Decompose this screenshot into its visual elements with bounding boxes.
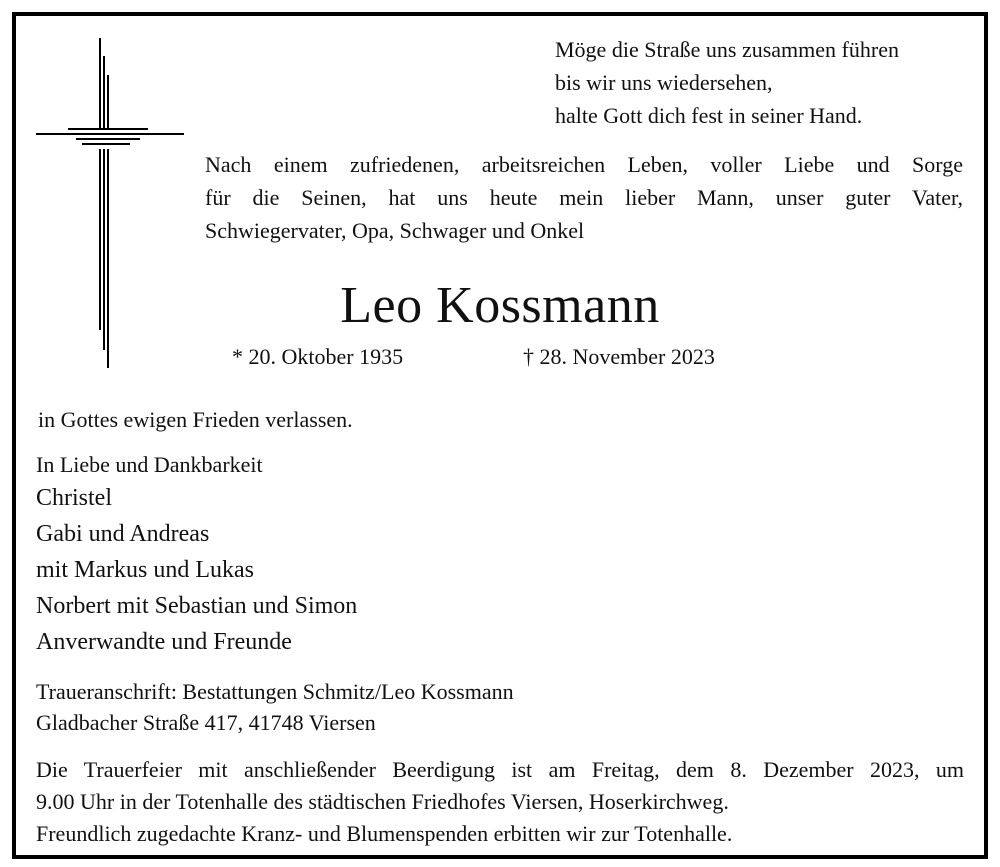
mourner-name: Norbert mit Sebastian und Simon [36,593,358,619]
address-line: Traueranschrift: Bestattungen Schmitz/Leo Kossmann [36,679,514,704]
poem-line: bis wir uns wiedersehen, [555,70,773,95]
mourner-name: Anverwandte und Freunde [36,629,292,655]
poem-line: Möge die Straße uns zusammen führen [555,37,899,62]
service-info [36,754,964,850]
service-line: Freundlich zugedachte Kranz- und Blumenspenden erbitten wir zur Totenhalle. [36,821,733,846]
birth-date: * 20. Oktober 1935 [232,344,404,369]
service-line: Die Trauerfeier mit anschließender Beerdigung ist am Freitag, dem 8. Dezember 2023, um [36,757,964,782]
mourner-name: mit Markus und Lukas [36,557,254,583]
mourners-intro: In Liebe und Dankbarkeit [36,452,263,477]
address-line: Gladbacher Straße 417, 41748 Viersen [36,710,376,735]
peace-line: in Gottes ewigen Frieden verlassen. [38,407,353,432]
service-line: 9.00 Uhr in der Totenhalle des städtischen Friedhofes Viersen, Hoserkirchweg. [36,789,729,814]
poem-line: halte Gott dich fest in seiner Hand. [555,103,863,128]
mourner-name: Christel [36,485,112,511]
intro-line: Schwiegervater, Opa, Schwager und Onkel [205,218,585,243]
death-date: † 28. November 2023 [523,344,715,369]
deceased-name: Leo Kossmann [340,277,660,334]
intro-text [205,148,963,247]
intro-line: Nach einem zufriedenen, arbeitsreichen Leben, voller Liebe und Sorge [205,152,963,177]
mourner-name: Gabi und Andreas [36,521,210,547]
intro-line: für die Seinen, hat uns heute mein lieber Mann, unser guter Vater, [205,185,963,210]
